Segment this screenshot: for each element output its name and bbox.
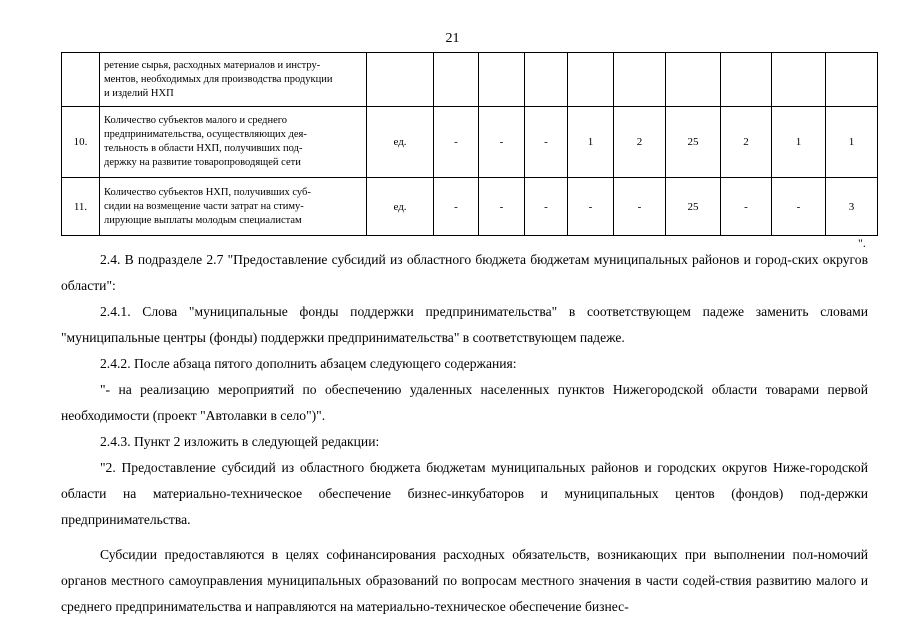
indicators-table <box>61 52 878 236</box>
description-line: держку на развитие товаропроводящей сети <box>104 157 301 168</box>
description-line: ментов, необходимых для производства продукции <box>104 73 333 85</box>
table-row <box>62 53 878 107</box>
value-cell: 3 <box>826 178 878 236</box>
value-cell: - <box>721 178 772 236</box>
value-cell <box>434 53 479 107</box>
paragraph-2-4-3: 2.4.3. Пункт 2 изложить в следующей редакции: <box>100 434 380 449</box>
value-cell <box>826 53 878 107</box>
description-line: Количество субъектов НХП, получивших суб- <box>104 186 311 198</box>
value-cell: 1 <box>568 107 614 178</box>
indicator-description <box>100 178 367 236</box>
unit-cell: ед. <box>367 107 434 178</box>
unit-cell <box>367 53 434 107</box>
description-line: тельность в области НХП, получивших под- <box>104 143 303 154</box>
value-cell: 1 <box>772 107 826 178</box>
description-line: Количество субъектов малого и среднего <box>104 115 288 126</box>
value-cell: 25 <box>666 178 721 236</box>
value-cell: - <box>525 107 568 178</box>
value-cell: - <box>614 178 666 236</box>
value-cell: - <box>772 178 826 236</box>
value-cell: 2 <box>721 107 772 178</box>
value-cell: - <box>525 178 568 236</box>
table-row <box>62 178 878 236</box>
paragraph-2-4-1: 2.4.1. Слова "муниципальные фонды поддержки предпринимательства" в соответствующем падеже заменить словами "муниципальные центры (фонды) поддержки предпринимательства" в соответствующем падеже. <box>61 304 868 345</box>
closing-quote: ". <box>858 236 866 250</box>
description-line: и изделий НХП <box>104 87 174 99</box>
value-cell <box>721 53 772 107</box>
paragraph-2-4-2: 2.4.2. После абзаца пятого дополнить абзацем следующего содержания: <box>100 356 517 371</box>
value-cell: - <box>434 107 479 178</box>
value-cell <box>568 53 614 107</box>
value-cell: 2 <box>614 107 666 178</box>
description-line: сидии на возмещение части затрат на стиму- <box>104 200 304 212</box>
unit-cell: ед. <box>367 178 434 236</box>
page-number: 21 <box>445 31 460 46</box>
value-cell: - <box>479 107 525 178</box>
value-cell: 25 <box>666 107 721 178</box>
indicator-description <box>100 53 367 107</box>
value-cell <box>479 53 525 107</box>
paragraph-quote-autolavki: "- на реализацию мероприятий по обеспечению удаленных населенных пунктов Нижегородской области товарами первой необходимости (проект "Автолавки в село")". <box>61 382 868 423</box>
value-cell: 1 <box>826 107 878 178</box>
value-cell: - <box>568 178 614 236</box>
row-number: 10. <box>62 107 100 178</box>
paragraph-point-2: "2. Предоставление субсидий из областного бюджета бюджетам муниципальных районов и городских округов Ниже-городской области на материально-техническое обеспечение бизнес-инкубаторов и муниципальных центов (фондов) под-держки предпринимательства. <box>61 460 868 527</box>
table-row <box>62 107 878 178</box>
description-line: ретение сырья, расходных материалов и инстру- <box>104 59 321 71</box>
description-line: предпринимательства, осуществляющих дея- <box>104 129 307 140</box>
value-cell: - <box>434 178 479 236</box>
description-line: лирующие выплаты молодым специалистам <box>104 214 302 226</box>
row-number <box>62 53 100 107</box>
indicator-description <box>100 107 367 178</box>
document-body <box>61 247 868 620</box>
value-cell <box>525 53 568 107</box>
paragraph-2-4: 2.4. В подразделе 2.7 "Предоставление субсидий из областного бюджета бюджетам муниципальных районов и город-ских округов области": <box>61 252 868 293</box>
row-number: 11. <box>62 178 100 236</box>
value-cell <box>666 53 721 107</box>
paragraph-subsidies: Субсидии предоставляются в целях софинансирования расходных обязательств, возникающих при выполнении пол-номочий органов местного самоуправления муниципальных образований по вопросам местного значения в части содей-ствия развитию малого и среднего предпринимательства и направляются на материально-техническое обеспечение бизнес- <box>61 547 868 614</box>
value-cell <box>772 53 826 107</box>
value-cell <box>614 53 666 107</box>
value-cell: - <box>479 178 525 236</box>
